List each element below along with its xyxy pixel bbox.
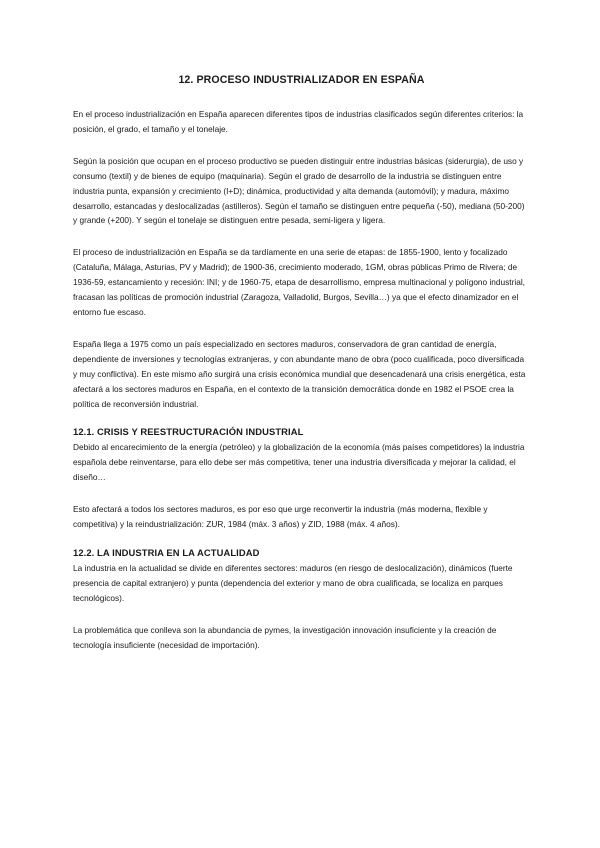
section-2-paragraph-2: La problemática que conlleva son la abundancia de pymes, la investigación innovación insuficiente y la creación de tecnología insuficiente (necesidad de importación). (73, 624, 497, 650)
section-2-paragraph-1: La industria en la actualidad se divide en diferentes sectores: maduros (en riesgo de deslocalización), dinámicos (fuerte presencia de capital extranjero) y punta (dependencia del exterior y mano de obra cualificada, se localiza en parques tecnológicos). (73, 562, 513, 603)
intro-paragraph-1: En el proceso industrialización en España aparecen diferentes tipos de industrias clasificados según diferentes criterios: la posición, el grado, el tamaño y el tonelaje. (73, 109, 524, 134)
intro-paragraph-3: El proceso de industrialización en España se da tardíamente en una serie de etapas: de 1855-1900, lento y focalizado (Cataluña, Málaga, Asturias, PV y Madrid); de 1900-36, crecimiento moderado, 1GM, obras públicas Primo de Rivera; de 1936-59, estancamiento y recesión: INI; y de 1960-75, etapa de desarrollismo, empresa multinacional y polígono industrial, fracasan las políticas de promoción industrial (Zaragoza, Valladolid, Burgos, Sevilla…) ya que el efecto dinamizador en el entorno fue escaso. (73, 247, 525, 317)
document-title: 12. PROCESO INDUSTRIALIZADOR EN ESPAÑA (178, 74, 425, 86)
section-1-paragraph-1: Debido al encarecimiento de la energía (petróleo) y la globalización de la economía (más países competidores) la industria española debe reinventarse, para ello debe ser más competitiva, tener una industria diversificada y mejorar la calidad, el diseño… (73, 442, 525, 483)
section-1-paragraph-2: Esto afectará a todos los sectores maduros, es por eso que urge reconvertir la industria (más moderna, flexible y competitiva) y la reindustrialización: ZUR, 1984 (máx. 3 años) y ZID, 1988 (máx. 4 años). (73, 504, 488, 530)
section-2-heading: 12.2. LA INDUSTRIA EN LA ACTUALIDAD (73, 546, 260, 558)
section-1-heading: 12.1. CRISIS Y REESTRUCTURACIÓN INDUSTRIAL (73, 426, 304, 438)
intro-paragraph-2: Según la posición que ocupan en el proceso productivo se pueden distinguir entre industrias básicas (siderurgia), de uso y consumo (textil) y de bienes de equipo (maquinaria). Según el grado de desarrollo de la industria se distinguen entre industria punta, expansión y crecimiento (I+D); dinámica, productividad y alta demanda (automóvil); y madura, máximo desarrollo, estancadas y deslocalizadas (astilleros). Según el tamaño se distinguen entre pequeña (-50), mediana (50-200) y grande (+200). Y según el tonelaje se distinguen entre pesada, semi-ligera y ligera. (73, 155, 525, 226)
document-body (73, 74, 528, 669)
intro-paragraph-4: España llega a 1975 como un país especializado en sectores maduros, conservadora de gran cantidad de energía, dependiente de inversiones y tecnologías extranjeras, y con abundante mano de obra (poco cualificada, poco diversificada y muy conflictiva). En este mismo año surgirá una crisis económica mundial que desencadenará una crisis energética, esta afectará a los sectores maduros en España, en el contexto de la transición democrática donde en 1982 el PSOE crea la política de reconversión industrial. (73, 338, 526, 409)
